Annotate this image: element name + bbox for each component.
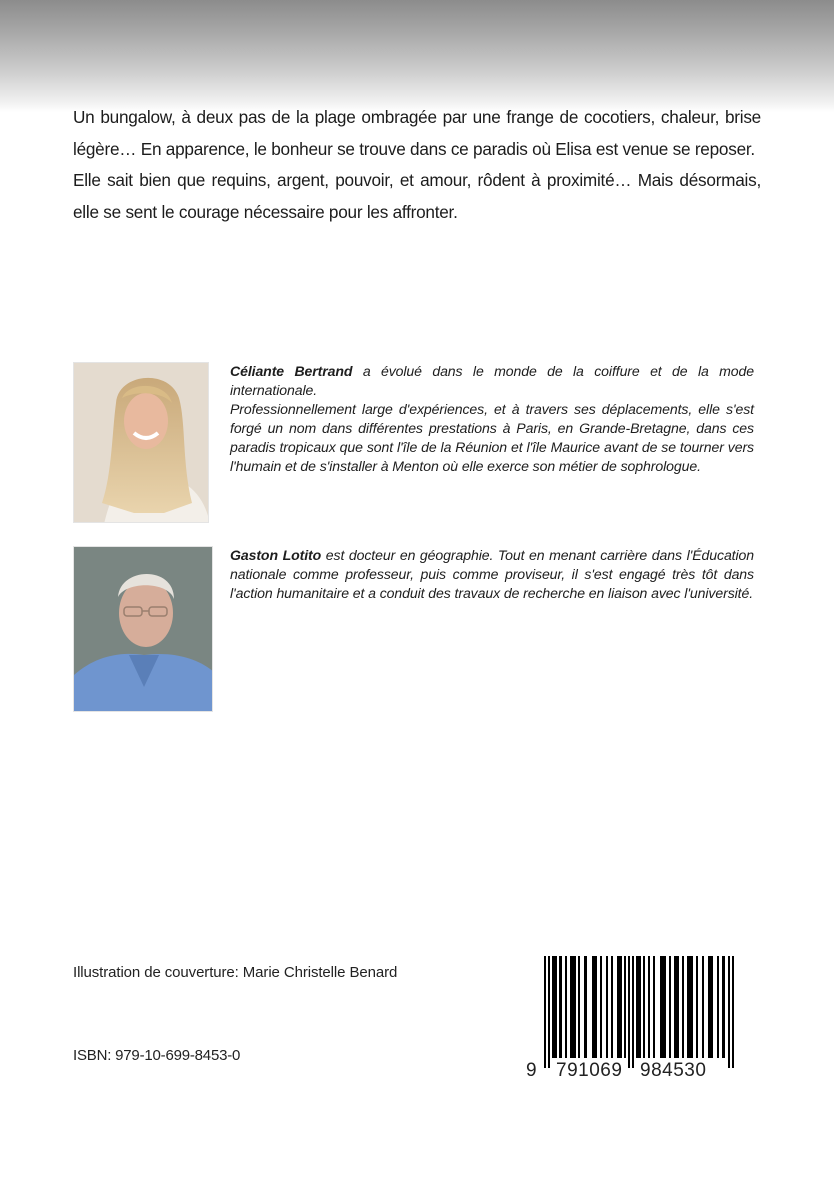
author-name: Céliante Bertrand [230,363,353,379]
author-photo-celiante-bertrand [73,362,209,523]
portrait-man-icon [74,547,213,712]
summary-paragraph-1: Un bungalow, à deux pas de la plage ombragée par une frange de cocotiers, chaleur, brise légère… En apparence, le bonheur se trouve dans ce paradis où Elisa est venue se reposer. [73,107,761,159]
author-bio-lead: est docteur en géographie. Tout en menant carrière dans l'Éducation nationale comme professeur, puis comme proviseur, il s'est engagé très tôt dans l'action humanitaire et a conduit des travaux de recherche en liaison avec l'université. [230,547,755,601]
author-bio-lead: a évolué dans le monde de la coiffure et de la mode internationale. [230,363,754,398]
author-bio-celiante-bertrand [230,362,754,475]
barcode-digit-first: 9 [526,1060,537,1078]
author-name: Gaston Lotito [230,547,322,563]
summary-blurb [73,102,761,228]
isbn-number: ISBN: 979-10-699-8453-0 [73,1047,241,1064]
summary-paragraph-2: Elle sait bien que requins, argent, pouvoir, et amour, rôdent à proximité… Mais désormais, elle se sent le courage nécessaire pour les affronter. [73,170,761,222]
barcode-icon [522,956,750,1078]
isbn-barcode [522,956,750,1078]
top-shadow-gradient [0,0,834,112]
cover-illustration-credit: Illustration de couverture: Marie Christelle Benard [73,964,398,981]
author-bio-gaston-lotito [230,546,754,603]
author-bio-rest: Professionnellement large d'expériences, et à travers ses déplacements, elle s'est forgé un nom dans différentes prestations à Paris, en Grande-Bretagne, dans ces paradis tropicaux que sont l'île de la Réunion et l'île Maurice avant de se tourner vers l'humain et de s'installer à Menton où elle exerce son métier de sophrologue. [230,400,754,474]
barcode-digits-left: 791069 [556,1060,623,1078]
portrait-woman-icon [74,363,209,523]
barcode-digits-right: 984530 [640,1060,707,1078]
author-photo-gaston-lotito [73,546,213,712]
